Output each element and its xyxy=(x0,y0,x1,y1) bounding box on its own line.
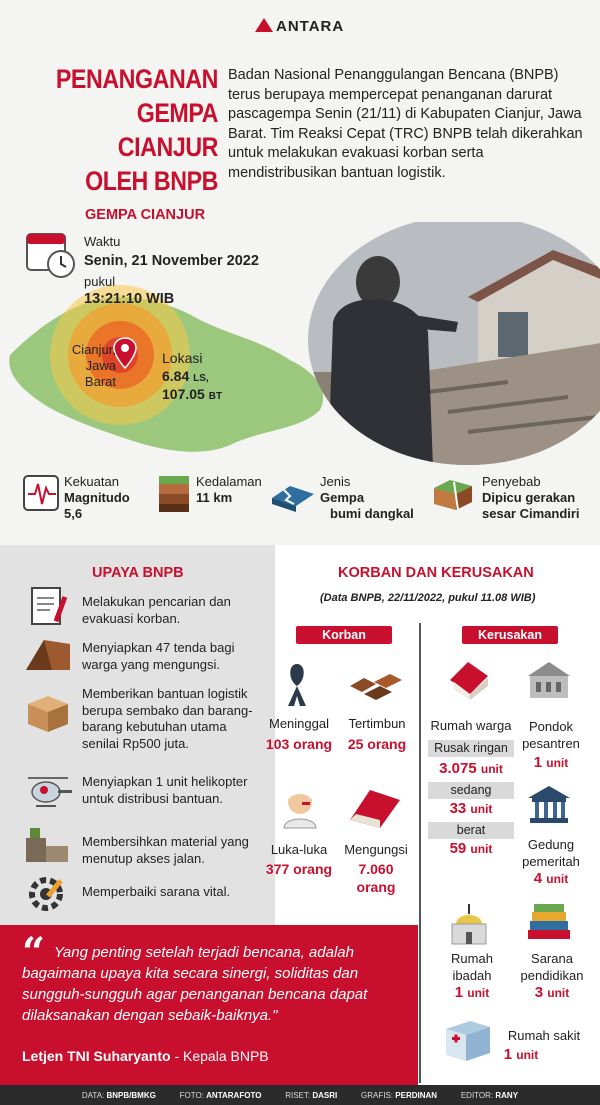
latitude-unit: LS, xyxy=(193,373,209,384)
pondok-value xyxy=(514,754,588,771)
pondok-label xyxy=(514,718,588,752)
mengungsi-label: Mengungsi xyxy=(344,842,408,857)
gedung-value xyxy=(514,870,588,887)
tertimbun-label: Tertimbun xyxy=(348,716,406,731)
credit-foto-label: FOTO: xyxy=(179,1090,204,1100)
credit-editor xyxy=(461,1091,518,1100)
ibadah-value xyxy=(428,984,516,1001)
rusak-ringan-number: 3.075 xyxy=(439,760,477,777)
rubble-clearing-icon xyxy=(22,822,74,868)
title-line-2: GEMPA CIANJUR xyxy=(117,98,218,162)
mengungsi-value-unit: orang xyxy=(356,879,396,895)
credit-data xyxy=(82,1091,156,1100)
upaya-item-4: Menyiapkan 1 unit helikopter untuk distribusi bantuan. xyxy=(82,774,248,806)
section-divider xyxy=(419,623,421,1083)
quake-time: 13:21:10 WIB xyxy=(84,291,175,307)
antara-logo xyxy=(255,18,344,35)
place-line-1: Cianjur, xyxy=(71,342,116,357)
pondok-number: 1 xyxy=(533,754,543,771)
upaya-item-2: Menyiapkan 47 tenda bagi warga yang mengungsi. xyxy=(82,640,235,672)
stat-penyebab xyxy=(482,474,580,522)
mengungsi-value-number: 7.060 xyxy=(358,861,394,877)
lokasi-label: Lokasi xyxy=(162,350,203,366)
rumah-sakit-unit: unit xyxy=(516,1048,539,1062)
pondok-label-line-2: pesantren xyxy=(522,736,580,751)
logistics-box-icon xyxy=(22,690,74,736)
ibadah-label xyxy=(428,950,516,984)
upaya-item-6: Memperbaiki sarana vital. xyxy=(82,884,231,899)
pendidikan-number: 3 xyxy=(534,984,544,1001)
credit-riset xyxy=(285,1091,337,1100)
penyebab-value-line-2: sesar Cimandiri xyxy=(482,506,580,521)
quake-heading: GEMPA CIANJUR xyxy=(85,207,206,223)
upaya-item-5: Membersihkan material yang menutup akses jalan. xyxy=(82,834,249,866)
quake-date: Senin, 21 November 2022 xyxy=(84,253,259,269)
fault-crack-icon xyxy=(270,476,316,516)
kekuatan-label: Kekuatan xyxy=(64,474,119,489)
longitude-number: 107.05 xyxy=(162,386,205,402)
page-title xyxy=(55,62,218,198)
longitude-unit: BT xyxy=(208,391,223,402)
jenis-label: Jenis xyxy=(320,474,351,489)
pesantren-building-icon xyxy=(524,656,574,702)
title-line-1: PENANGANAN xyxy=(55,64,218,94)
rusak-ringan-value xyxy=(426,760,516,777)
pendidikan-value xyxy=(510,984,594,1001)
pendidikan-label-line-2: pendidikan xyxy=(520,968,584,983)
gear-wrench-icon xyxy=(22,870,74,916)
luka-label: Luka-luka xyxy=(270,842,328,857)
upaya-item-3: Memberikan bantuan logistik berupa sembako dan barang-barang kebutuhan utama senilai Rp500 juta. xyxy=(82,686,253,751)
kedalaman-value: 11 km xyxy=(196,490,233,505)
credit-riset-label: RISET: xyxy=(285,1090,311,1100)
rusak-sedang-label: sedang xyxy=(428,782,514,799)
kedalaman-label: Kedalaman xyxy=(196,474,262,489)
ibadah-number: 1 xyxy=(454,984,464,1001)
pendidikan-label-line-1: Sarana xyxy=(531,951,573,966)
upaya-title: UPAYA BNPB xyxy=(92,565,184,581)
quote-author xyxy=(22,1048,269,1064)
jenis-value-line-2: bumi dangkal xyxy=(330,506,414,521)
ibadah-label-line-2: ibadah xyxy=(452,968,492,983)
stat-kekuatan xyxy=(64,474,130,522)
korban-kerusakan-title: KORBAN DAN KERUSAKAN xyxy=(338,565,534,581)
stat-jenis xyxy=(320,474,414,522)
credit-data-value: BNPB/BMKG xyxy=(106,1090,156,1100)
penyebab-label: Penyebab xyxy=(482,474,541,489)
rusak-sedang-number: 33 xyxy=(449,800,467,817)
kekuatan-value-line-1: Magnitudo xyxy=(64,490,130,505)
stat-kedalaman xyxy=(196,474,262,506)
pondok-label-line-1: Pondok xyxy=(528,719,574,734)
rumah-sakit-value xyxy=(496,1046,546,1063)
rumah-sakit-number: 1 xyxy=(503,1046,513,1063)
quote-author-role: - Kepala BNPB xyxy=(174,1048,269,1064)
tent-icon xyxy=(22,630,74,676)
mourning-ribbon-icon xyxy=(282,660,312,710)
gedung-label-line-2: pemeritah xyxy=(522,854,580,869)
injured-person-icon xyxy=(278,784,322,830)
government-building-icon xyxy=(524,782,574,828)
rusak-berat-unit: unit xyxy=(470,842,493,856)
place-line-2: Jawa Barat xyxy=(84,358,116,389)
gedung-unit: unit xyxy=(546,872,569,886)
pondok-unit: unit xyxy=(546,756,569,770)
calendar-clock-icon xyxy=(25,228,77,280)
tertimbun-value: 25 orang xyxy=(347,736,407,752)
intro-paragraph: Badan Nasional Penanggulangan Bencana (BNPB) terus berupaya mempercepat penanganan darurat pascagempa Senin (21/11) di Kabupaten Cianjur, Jawa Barat. Tim Reaksi Cepat (TRC) BNPB telah dikerahkan untuk melakukan evakuasi korban serta mendistribusikan bantuan logistik. xyxy=(228,67,583,181)
rusak-berat-label: berat xyxy=(428,822,514,839)
upaya-item-1: Melakukan pencarian dan evakuasi korban. xyxy=(82,594,231,626)
quote-text: Yang penting setelah terjadi bencana, adalah bagaimana upaya kita secara sinergi, soliditas dan sungguh-sungguh agar penanganan bencana dapat dilaksanakan dengan sebaik-baiknya." xyxy=(22,944,368,1024)
gedung-label-line-1: Gedung xyxy=(527,837,575,852)
credit-editor-label: EDITOR: xyxy=(460,1090,494,1100)
fault-block-icon xyxy=(430,470,476,516)
waktu-label: Waktu xyxy=(84,234,121,249)
seismograph-icon xyxy=(22,474,62,514)
helicopter-icon xyxy=(22,770,74,816)
meninggal-label: Meninggal xyxy=(269,716,329,731)
latitude-value xyxy=(162,368,209,384)
credit-grafis xyxy=(361,1091,437,1100)
rusak-ringan-label: Rusak ringan xyxy=(428,740,514,757)
ibadah-label-line-1: Rumah xyxy=(451,951,493,966)
rusak-ringan-unit: unit xyxy=(480,762,503,776)
earthquake-photo xyxy=(308,222,600,467)
credit-grafis-value: PERDINAN xyxy=(395,1090,438,1100)
books-icon xyxy=(522,900,576,946)
rusak-sedang-unit: unit xyxy=(470,802,493,816)
search-document-icon xyxy=(22,586,74,632)
hospital-icon xyxy=(440,1015,496,1065)
ibadah-unit: unit xyxy=(467,986,490,1000)
credit-editor-value: RANY xyxy=(495,1090,519,1100)
latitude-number: 6.84 xyxy=(162,368,190,384)
credit-foto xyxy=(180,1091,262,1100)
quote-author-name: Letjen TNI Suharyanto xyxy=(22,1048,171,1064)
damaged-house-icon xyxy=(444,656,494,702)
rubble-bricks-icon xyxy=(346,668,406,704)
jenis-value-line-1: Gempa xyxy=(320,490,365,505)
gedung-label xyxy=(514,836,588,870)
title-line-3: OLEH BNPB xyxy=(85,166,219,196)
kerusakan-badge: Kerusakan xyxy=(462,626,558,644)
pendidikan-label xyxy=(510,950,594,984)
place-label xyxy=(58,342,116,390)
rumah-sakit-label: Rumah sakit xyxy=(507,1028,581,1043)
korban-kerusakan-subtitle: (Data BNPB, 22/11/2022, pukul 11.08 WIB) xyxy=(320,592,536,604)
luka-value: 377 orang xyxy=(265,861,333,877)
brand-text: ANTARA xyxy=(276,18,345,35)
antara-logo-mark-icon xyxy=(255,18,273,32)
credit-foto-value: ANTARAFOTO xyxy=(206,1090,262,1100)
credit-data-label: DATA: xyxy=(81,1090,105,1100)
pukul-label: pukul xyxy=(84,274,116,289)
meninggal-value: 103 orang xyxy=(265,736,333,752)
rusak-berat-number: 59 xyxy=(449,840,467,857)
rusak-berat-value xyxy=(426,840,516,857)
rusak-sedang-value xyxy=(426,800,516,817)
rumah-warga-label: Rumah warga xyxy=(430,718,512,733)
credit-grafis-label: GRAFIS: xyxy=(361,1090,394,1100)
mosque-icon xyxy=(442,896,496,950)
kekuatan-value-line-2: 5,6 xyxy=(64,506,83,521)
quote-mark-icon: “ xyxy=(22,929,46,976)
penyebab-value-line-1: Dipicu gerakan xyxy=(482,490,576,505)
korban-badge: Korban xyxy=(296,626,392,644)
longitude-value xyxy=(162,386,222,402)
shelter-tent-icon xyxy=(346,784,406,830)
credit-riset-value: DASRI xyxy=(312,1090,338,1100)
pendidikan-unit: unit xyxy=(547,986,570,1000)
soil-layers-icon xyxy=(155,470,193,516)
gedung-number: 4 xyxy=(533,870,543,887)
credits-footer xyxy=(0,1085,600,1105)
